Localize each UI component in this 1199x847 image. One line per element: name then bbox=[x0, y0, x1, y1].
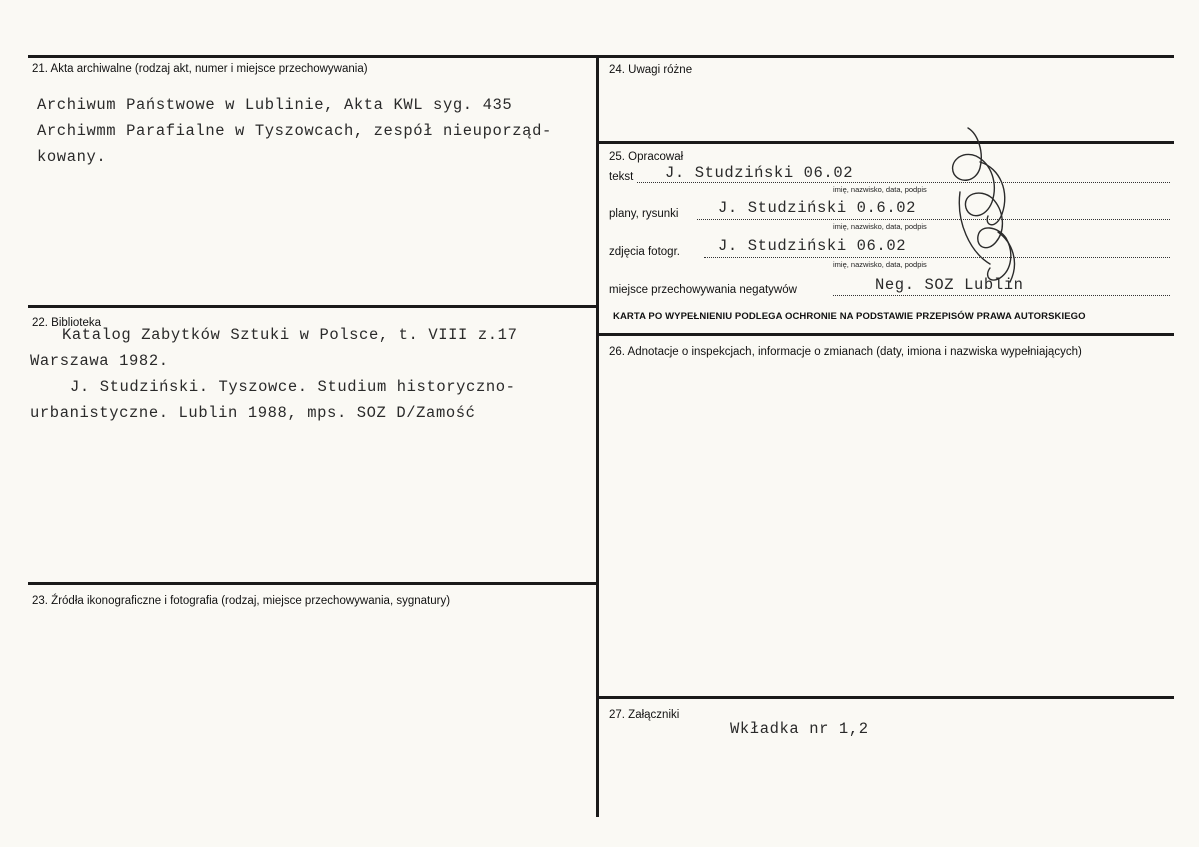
zdjecia-value: J. Studziński 06.02 bbox=[718, 237, 907, 255]
section-23-label: 23. Źródła ikonograficzne i fotografia (rodzaj, miejsce przechowywania, sygnatury) bbox=[32, 595, 451, 607]
divider-26-27 bbox=[597, 696, 1174, 699]
section-22-label: 22. Biblioteka bbox=[32, 317, 102, 329]
section-22-line-2: Warszawa 1982. bbox=[30, 352, 169, 370]
section-26-label: 26. Adnotacje o inspekcjach, informacje o zmianach (daty, imiona i nazwiska wypełniających) bbox=[609, 346, 1082, 358]
zdjecia-label: zdjęcia fotogr. bbox=[609, 246, 680, 258]
section-24-label: 24. Uwagi różne bbox=[609, 64, 693, 76]
divider-22-23 bbox=[28, 582, 597, 585]
section-22-line-3: J. Studziński. Tyszowce. Studium historyczno- bbox=[70, 378, 516, 396]
tekst-value: J. Studziński 06.02 bbox=[665, 164, 854, 182]
section-27-value: Wkładka nr 1,2 bbox=[730, 720, 869, 738]
plany-label: plany, rysunki bbox=[609, 208, 679, 220]
plany-hint: imię, nazwisko, data, podpis bbox=[833, 222, 927, 231]
center-divider bbox=[596, 55, 599, 817]
section-21-line-1: Archiwum Państwowe w Lublinie, Akta KWL syg. 435 bbox=[37, 96, 513, 114]
tekst-label: tekst bbox=[609, 171, 634, 183]
section-21-line-3: kowany. bbox=[37, 148, 107, 166]
handwritten-signature bbox=[940, 122, 1030, 292]
negatywy-value: Neg. SOZ Lublin bbox=[875, 276, 1024, 294]
top-border-line bbox=[28, 55, 1174, 58]
zdjecia-hint: imię, nazwisko, data, podpis bbox=[833, 260, 927, 269]
section-25-label: 25. Opracował bbox=[609, 151, 684, 163]
section-22-line-4: urbanistyczne. Lublin 1988, mps. SOZ D/Zamość bbox=[30, 404, 476, 422]
tekst-hint: imię, nazwisko, data, podpis bbox=[833, 185, 927, 194]
divider-21-22 bbox=[28, 305, 597, 308]
copyright-notice: KARTA PO WYPEŁNIENIU PODLEGA OCHRONIE NA PODSTAWIE PRZEPISÓW PRAWA AUTORSKIEGO bbox=[613, 311, 1086, 322]
section-27-label: 27. Załączniki bbox=[609, 709, 680, 721]
negatywy-label: miejsce przechowywania negatywów bbox=[609, 284, 797, 296]
divider-24-25 bbox=[597, 141, 1174, 144]
section-22-line-1: Katalog Zabytków Sztuki w Polsce, t. VIII z.17 bbox=[62, 326, 518, 344]
plany-value: J. Studziński 0.6.02 bbox=[718, 199, 917, 217]
divider-25-26 bbox=[597, 333, 1174, 336]
section-21-line-2: Archiwmm Parafialne w Tyszowcach, zespół nieuporząd- bbox=[37, 122, 552, 140]
section-21-label: 21. Akta archiwalne (rodzaj akt, numer i miejsce przechowywania) bbox=[32, 63, 368, 75]
